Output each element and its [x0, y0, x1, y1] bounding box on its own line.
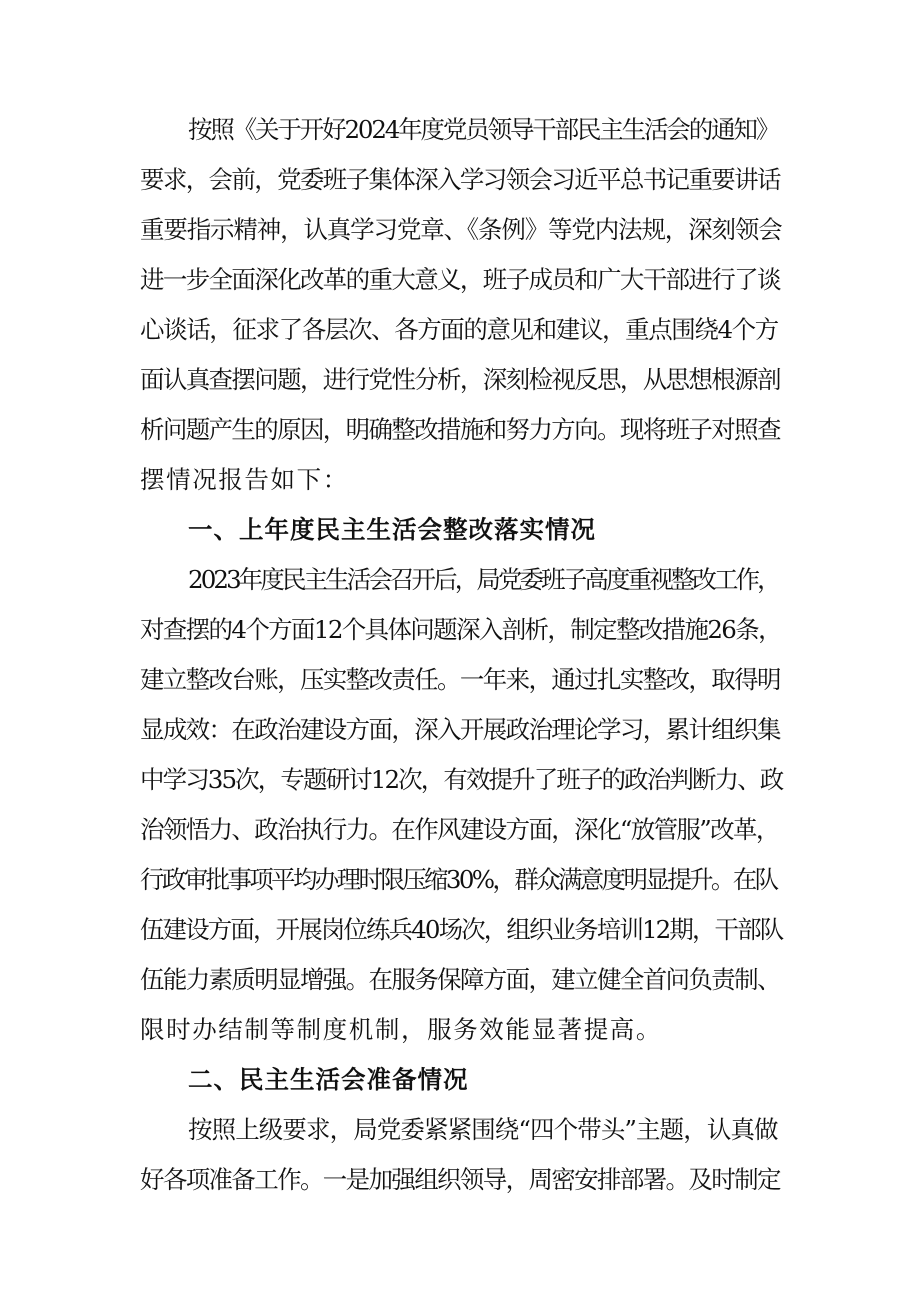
section-2-heading: 二、民主生活会准备情况 — [188, 1065, 469, 1094]
section-1-line-1: 2023年度民主生活会召开后，局党委班子高度重视整改工作， — [188, 565, 779, 594]
section-2-line-1: 按照上级要求，局党委紧紧围绕“四个带头”主题，认真做 — [188, 1115, 778, 1144]
section-1-line-5: 中学习35次，专题研讨12次，有效提升了班子的政治判断力、政 — [140, 765, 783, 794]
section-1-line-10: 限时办结制等制度机制，服务效能显著提高。 — [140, 1015, 662, 1044]
section-1-line-3: 建立整改台账，压实整改责任。一年来，通过扎实整改，取得明 — [140, 665, 780, 694]
section-1-line-9: 伍能力素质明显增强。在服务保障方面，建立健全首问负责制、 — [140, 965, 780, 994]
section-1-line-8: 伍建设方面，开展岗位练兵40场次，组织业务培训12期，干部队 — [140, 915, 783, 944]
intro-line-5: 心谈话，征求了各层次、各方面的意见和建议，重点围绕4个方 — [140, 315, 778, 344]
intro-line-6: 面认真查摆问题，进行党性分析，深刻检视反思，从思想根源剖 — [140, 365, 780, 394]
intro-line-4: 进一步全面深化改革的重大意义，班子成员和广大干部进行了谈 — [140, 265, 780, 294]
intro-line-1: 按照《关于开好2024年度党员领导干部民主生活会的通知》 — [188, 115, 779, 144]
intro-line-2: 要求，会前，党委班子集体深入学习领会习近平总书记重要讲话 — [140, 165, 780, 194]
section-1-line-6: 治领悟力、政治执行力。在作风建设方面，深化“放管服”改革， — [140, 815, 779, 844]
intro-line-3: 重要指示精神，认真学习党章、《条例》等党内法规，深刻领会 — [140, 215, 782, 244]
section-1-line-7: 行政审批事项平均办理时限压缩30%，群众满意度明显提升。在队 — [140, 865, 777, 894]
section-1-line-4: 显成效：在政治建设方面，深入开展政治理论学习，累计组织集 — [140, 715, 780, 744]
section-2-line-2: 好各项准备工作。一是加强组织领导，周密安排部署。及时制定 — [140, 1165, 780, 1194]
section-1-heading: 一、上年度民主生活会整改落实情况 — [188, 515, 596, 544]
intro-line-8: 摆情况报告如下： — [140, 465, 349, 494]
section-1-line-2: 对查摆的4个方面12个具体问题深入剖析，制定整改措施26条， — [140, 615, 781, 644]
intro-line-7: 析问题产生的原因，明确整改措施和努力方向。现将班子对照查 — [140, 415, 780, 444]
